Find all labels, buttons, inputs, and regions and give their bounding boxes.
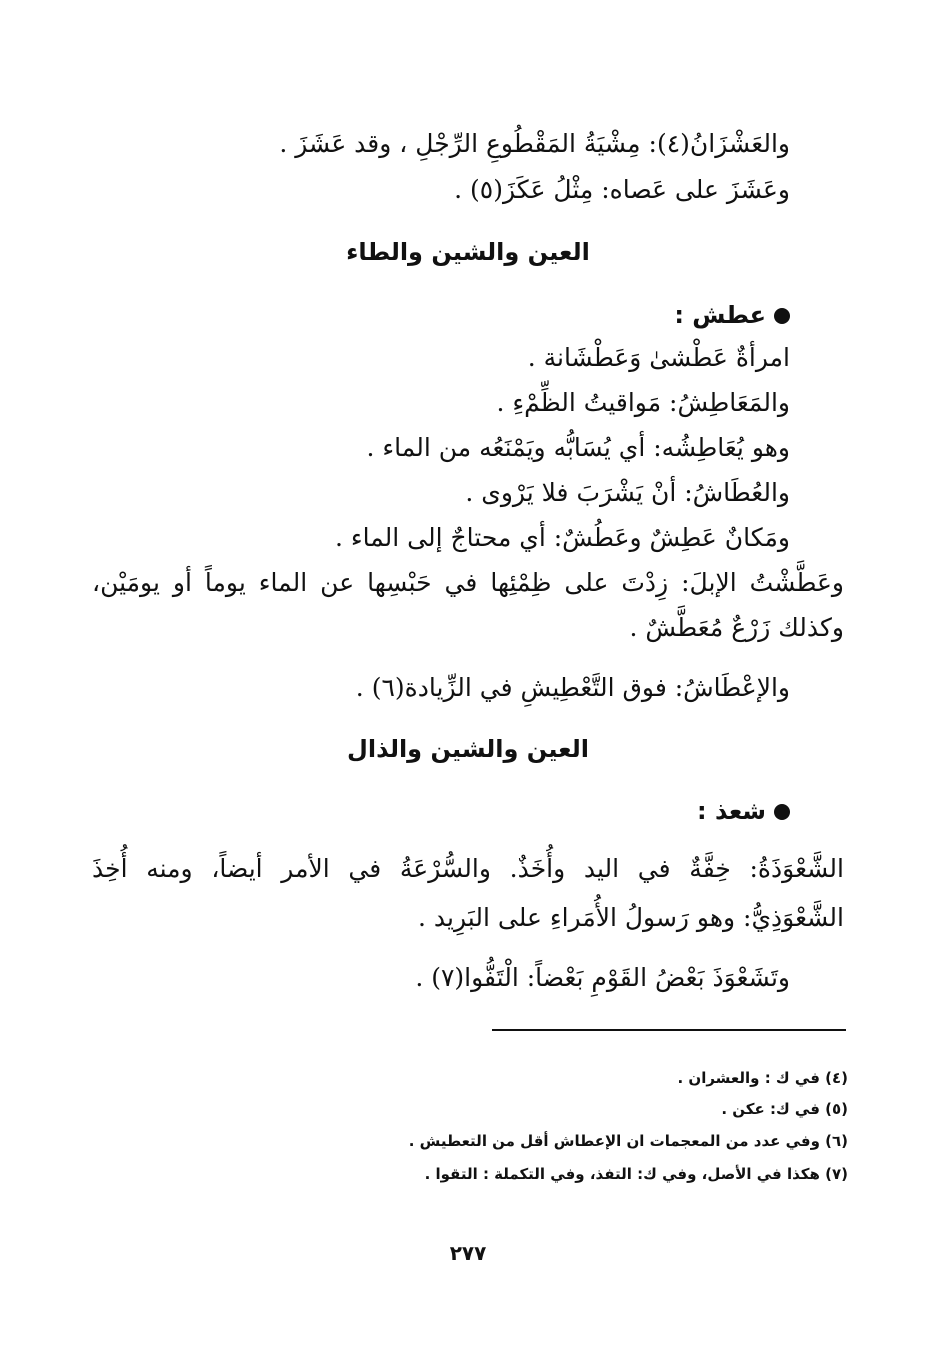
root-label: عطش : — [674, 301, 766, 329]
page-number: ٢٧٧ — [449, 1241, 487, 1265]
entry-line: والإعْطَاشُ: فوق التَّعْطِيشِ في الزِّيادة(٦) . — [355, 673, 790, 702]
entry-line: ومَكانٌ عَطِشٌ وعَطُشٌ: أي محتاجٌ إلى الماء . — [334, 523, 790, 552]
root-label: شعذ : — [697, 797, 766, 825]
section-heading: العين والشين والذال — [347, 735, 589, 763]
footnote: (٥) في ك: عكن . — [721, 1100, 848, 1118]
entry-line: والمَعَاطِشُ: مَواقيتُ الظِّمْءِ . — [496, 388, 790, 417]
entry-line: وتَشَعْوَذَ بَعْضُ القَوْمِ بَعْضاً: الْتَفُّوا(٧) . — [415, 963, 790, 992]
footnote-divider — [492, 1029, 846, 1031]
footnote: (٦) وفي عدد من المعجمات ان الإعطاش أقل من التعطيش . — [408, 1132, 848, 1150]
entry-line: وعَشَزَ على عَصاه: مِثْلُ عَكَزَ(٥) . — [454, 175, 790, 204]
entry-line: والعُطَاشُ: أنْ يَشْرَبَ فلا يَرْوى . — [465, 478, 790, 507]
entry-line: وعَطَّشْتُ الإبلَ: زِدْتَ على ظِمْئِها في حَبْسِها عن الماء يوماً أو يومَيْن، — [92, 568, 844, 597]
entry-line: امرأةٌ عَطْشىٰ وَعَطْشَانة . — [527, 343, 790, 372]
entry-line: وهو يُعَاطِشُه: أي يُسَابُّه ويَمْنَعُه من الماء . — [366, 433, 790, 462]
entry-line: الشَّعْوَذَةُ: خِفَّةٌ في اليد وأُخَذٌ. والسُّرْعَةُ في الأمر أيضاً، ومنه أُخِذَ — [92, 854, 844, 883]
entry-line: والعَشْزَانُ(٤): مِشْيَةُ المَقْطُوعِ الرِّجْلِ ، وقد عَشَزَ . — [279, 129, 790, 158]
root-entry — [674, 295, 790, 335]
entry-line: الشَّعْوَذِيُّ: وهو رَسولُ الأُمَراءِ على البَرِيد . — [418, 903, 844, 932]
bullet-icon — [774, 308, 790, 324]
footnote: (٤) في ك : والعشران . — [677, 1069, 848, 1087]
bullet-icon — [774, 804, 790, 820]
section-heading: العين والشين والطاء — [346, 238, 590, 266]
root-entry — [697, 791, 790, 831]
footnote: (٧) هكذا في الأصل، وفي ك: التفذ، وفي التكملة : التقوا . — [424, 1165, 848, 1183]
entry-line: وكذلك زَرْعٌ مُعَطَّشٌ . — [629, 613, 844, 642]
